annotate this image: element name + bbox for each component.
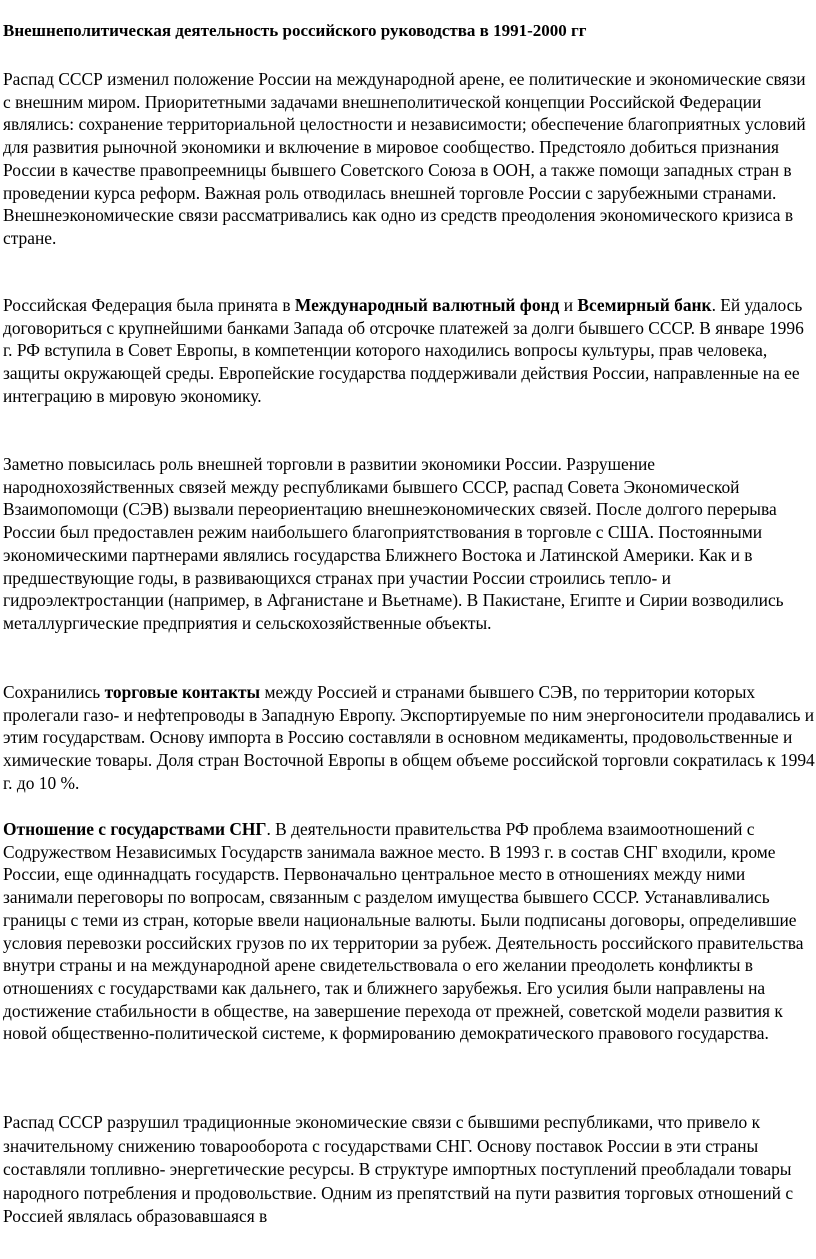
imf-term: Международный валютный фонд [294, 295, 560, 315]
cis-relations-heading: Отношение с государствами СНГ [3, 819, 267, 839]
paragraph-4-text-rest: между Россией и странами бывшего СЭВ, по территории которых пролегали газо- и нефтепроводы в Западную Европу. Экспортируемые по ним энергоносители продавались и этим государствам. Основу импорта в Россию составляли в основном медикаменты, продовольственные и химические товары. Доля стран Восточной Европы в общем объеме российской торговли сократилась к 1994 г. до 10 %. [3, 682, 815, 793]
paragraph-6-text: Распад СССР разрушил традиционные экономические связи с бывшими республиками, что привело к значительному снижению товарооборота с государствами СНГ. Основу поставок России в эти страны составляли топливно- энергетические ресурсы. В структуре импортных поступлений преобладали товары народного потребления и продовольствие. Одним из препятствий на пути развития торговых отношений с Россией являлась образовавшаяся в [3, 1112, 794, 1227]
paragraph-2-conjunction: и [559, 295, 578, 315]
paragraph-2-text-rest: . Ей удалось договориться с крупнейшими банками Запада об отсрочке платежей за долги бывшего СССР. В январе 1996 г. РФ вступила в Совет Европы, в компетенции которого находились вопросы культуры, прав человека, защиты окружающей среды. Европейские государства поддерживали действия России, направленные на ее интеграцию в мировую экономику. [3, 295, 804, 406]
paragraph-3 [3, 453, 815, 635]
world-bank-term: Всемирный банк [577, 295, 712, 315]
paragraph-4 [3, 681, 815, 795]
paragraph-5-text: . В деятельности правительства РФ проблема взаимоотношений с Содружеством Независимых Государств занимала важное место. В 1993 г. в состав СНГ входили, кроме России, еще одиннадцать государств. Первоначально центральное место в отношениях между ними занимали переговоры по вопросам, связанным с разделом имущества бывшего СССР. Устанавливались границы с теми из стран, которые ввели национальные валюты. Были подписаны договоры, определившие условия перевозки российских грузов по их территории за рубеж. Деятельность российского правительства внутри страны и на международной арене свидетельствовала о его желании преодолеть конфликты в отношениях с государствами как дальнего, так и ближнего зарубежья. Его усилия были направлены на достижение стабильности в обществе, на завершение перехода от прежней, советской модели развития к новой общественно-политической системе, к формированию демократического правового государства. [3, 819, 804, 1044]
paragraph-1 [3, 68, 815, 250]
paragraph-2 [3, 294, 815, 408]
paragraph-3-text: Заметно повысилась роль внешней торговли в развитии экономики России. Разрушение народнохозяйственных связей между республиками бывшего СССР, распад Совета Экономической Взаимопомощи (СЭВ) вызвали переориентацию внешнеэкономических связей. После долгого перерыва России был предоставлен режим наибольшего благоприятствования в торговле с США. Постоянными экономическими партнерами являлись государства Ближнего Востока и Латинской Америки. Как и в предшествующие годы, в развивающихся странах при участии России строились тепло- и гидроэлектростанции (например, в Афганистане и Вьетнаме). В Пакистане, Египте и Сирии возводились металлургические предприятия и сельскохозяйственные объекты. [3, 454, 784, 633]
trade-contacts-term: торговые контакты [104, 682, 261, 702]
paragraph-5 [3, 818, 815, 1045]
paragraph-6 [3, 1111, 815, 1229]
paragraph-1-text: Распад СССР изменил положение России на международной арене, ее политические и экономические связи с внешним миром. Приоритетными задачами внешнеполитической концепции Российской Федерации являлись: сохранение территориальной целостности и независимости; обеспечение благоприятных условий для развития рыночной экономики и включение в мировое сообщество. Предстояло добиться признания России в качестве правопреемницы бывшего Советского Союза в ООН, а также помощи западных стран в проведении курса реформ. Важная роль отводилась внешней торговле России с зарубежными странами. Внешнеэкономические связи рассматривались как одно из средств преодоления экономического кризиса в стране. [3, 69, 806, 248]
paragraph-2-text-start: Российская Федерация была принята в [3, 295, 295, 315]
document-title: Внешнеполитическая деятельность российского руководства в 1991-2000 гг [3, 21, 587, 40]
paragraph-4-text-start: Сохранились [3, 682, 105, 702]
